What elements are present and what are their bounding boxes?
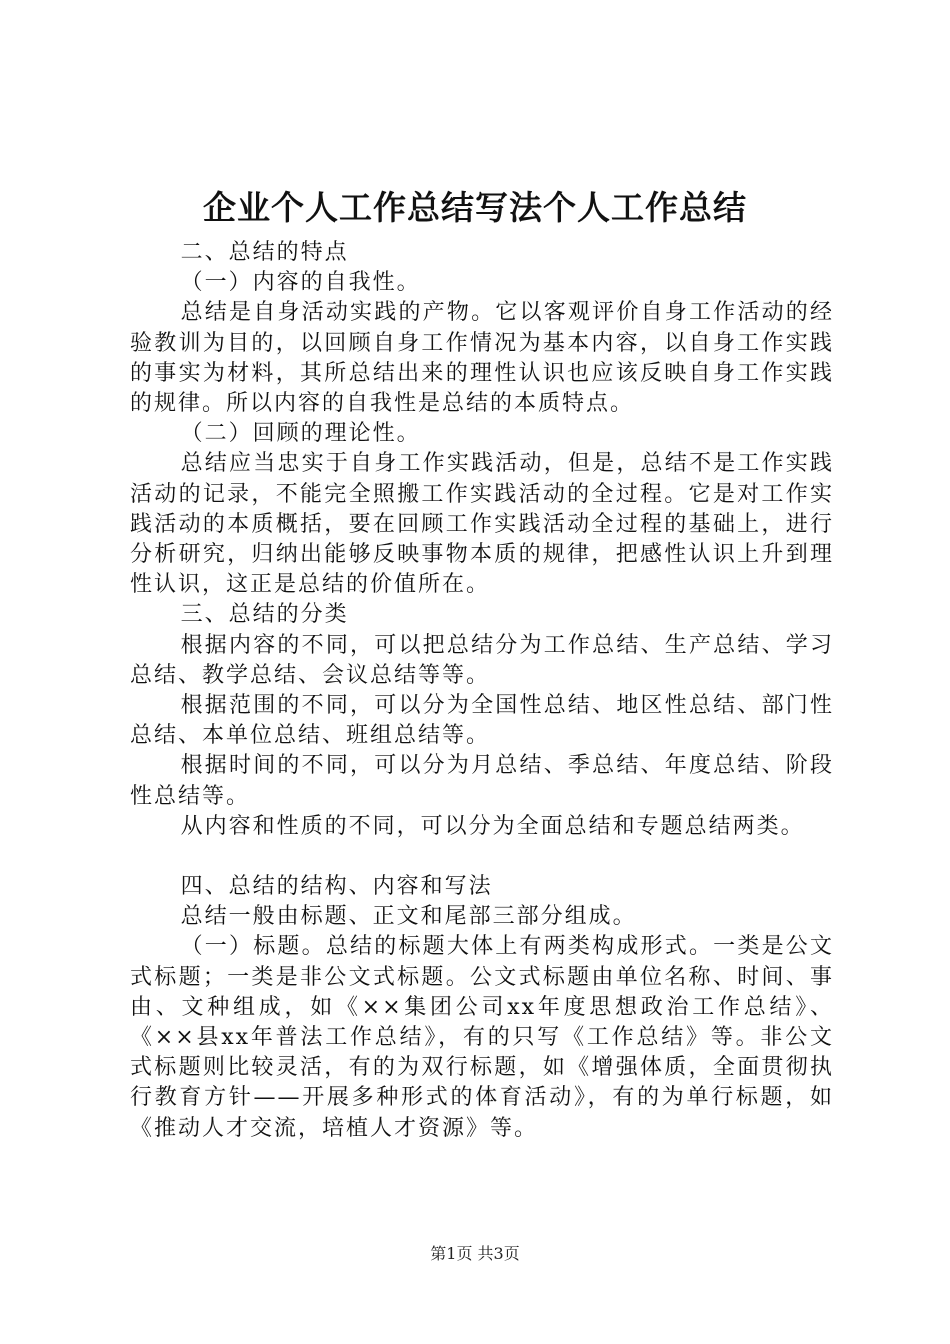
body-paragraph: 根据内容的不同，可以把总结分为工作总结、生产总结、学习总结、教学总结、会议总结等等。 — [130, 632, 834, 688]
body-paragraph: （一）标题。总结的标题大体上有两类构成形式。一类是公文式标题；一类是非公文式标题。公文式标题由单位名称、时间、事由、文种组成，如《××集团公司xx年度思想政治工作总结》、《××县xx年普法工作总结》，有的只写《工作总结》等。非公文式标题则比较灵活，有的为双行标题，如《增强体质，全面贯彻执行教育方针——开展多种形式的体育活动》，有的为单行标题，如《推动人才交流，培植人才资源》等。 — [130, 934, 834, 1141]
body-paragraph: 从内容和性质的不同，可以分为全面总结和专题总结两类。 — [180, 813, 805, 839]
page-number: 第1页 共3页 — [430, 1244, 520, 1263]
body-paragraph: 总结是自身活动实践的产物。它以客观评价自身工作活动的经验教训为目的，以回顾自身工作情况为基本内容，以自身工作实践的事实为材料，其所总结出来的理性认识也应该反映自身工作实践的规律。所以内容的自我性是总结的本质特点。 — [130, 300, 834, 417]
body-paragraph: 总结应当忠实于自身工作实践活动，但是，总结不是工作实践活动的记录，不能完全照搬工作实践活动的全过程。它是对工作实践活动的本质概括，要在回顾工作实践活动全过程的基础上，进行分析研究，归纳出能够反映事物本质的规律，把感性认识上升到理性认识，这正是总结的价值所在。 — [130, 451, 834, 598]
document-title: 企业个人工作总结写法个人工作总结 — [203, 188, 747, 227]
sub-heading: （一）内容的自我性。 — [180, 270, 421, 296]
document-body — [130, 238, 834, 1144]
section-heading: 三、总结的分类 — [180, 602, 349, 628]
body-paragraph: 根据范围的不同，可以分为全国性总结、地区性总结、部门性总结、本单位总结、班组总结等。 — [130, 693, 834, 749]
body-paragraph: 总结一般由标题、正文和尾部三部分组成。 — [180, 904, 637, 930]
section-heading: 二、总结的特点 — [180, 240, 349, 265]
sub-heading: （二）回顾的理论性。 — [180, 421, 421, 447]
body-paragraph: 根据时间的不同，可以分为月总结、季总结、年度总结、阶段性总结等。 — [130, 753, 834, 809]
section-heading: 四、总结的结构、内容和写法 — [180, 874, 493, 900]
